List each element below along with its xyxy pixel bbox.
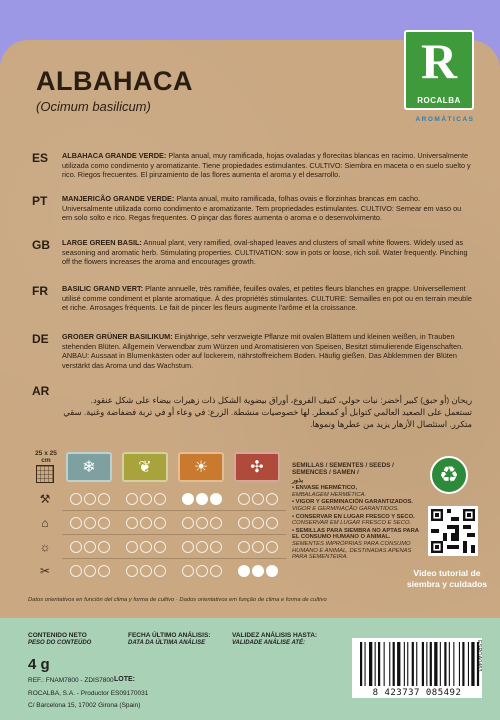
lang-code: AR — [32, 384, 50, 398]
spacing-grid-icon — [36, 465, 54, 483]
lang-code: DE — [32, 332, 49, 346]
product-title: ALBAHACA — [36, 66, 193, 96]
seeds-legend — [292, 462, 422, 561]
net-weight: 4 g — [28, 656, 50, 673]
spring-season-header — [122, 452, 168, 482]
month-dot — [140, 517, 152, 529]
month-dot — [126, 541, 138, 553]
lang-text: MANJERICÃO GRANDE VERDE: Planta anual, muito ramificada, folhas ovais e florzinhas brancas em cacho. Universalmente utilizada como condimento e aromatizante. Tem propriedades estimulantes. CULTIVO: Semear em vaso ou em solo solto e rico. Regas frequentes. O pinçar das flores aumenta o aroma e o desenvolvimento. — [62, 194, 462, 223]
barcode-bar — [468, 642, 469, 686]
row-divider — [62, 534, 286, 535]
latin-name: (Ocimum basilicum) — [36, 99, 151, 114]
barcode-bar — [404, 642, 405, 686]
content-label: CONTENIDO NETO PESO DO CONTEÚDO — [28, 632, 92, 646]
month-dot — [266, 517, 278, 529]
month-dot — [238, 541, 250, 553]
row-divider — [62, 558, 286, 559]
month-dot — [126, 565, 138, 577]
barcode-bar — [389, 642, 390, 686]
month-dot — [140, 493, 152, 505]
month-dot — [154, 493, 166, 505]
sun-icon: ☀ — [193, 459, 209, 476]
lang-text-arabic: ريحان (أو حبق) كبير أخضر: نبات حولي، كثيف الفروع، أوراق بيضوية الشكل ذات زهيرات بيضاء على شكل عنقود. تستعمل على الصعيد العالمي كتوابل أو كمعطر. لها خصوصيات منشطة. الزرع: في وعاء أو في تربة فضفاضة وغنية. سقي متكرر. استئصال الأزهار يزيد من عطرها ونموها. — [63, 395, 472, 429]
spacing-label: 25 x 25 cm — [35, 450, 57, 464]
rocalba-logo — [404, 30, 474, 110]
month-dot — [126, 493, 138, 505]
lang-code: ES — [32, 151, 49, 165]
month-dot — [210, 493, 222, 505]
lang-code: PT — [32, 194, 48, 208]
month-dot — [196, 565, 208, 577]
month-dot — [252, 541, 264, 553]
month-dot — [182, 541, 194, 553]
reference-code: REF.: FNAM7800 - ZDIS7800 — [28, 677, 114, 684]
legend-item: • CONSERVAR EN LUGAR FRESCO Y SECO. CONSERVAR EM LUGAR FRESCO E SECO. — [292, 513, 415, 527]
barcode-bar — [412, 642, 414, 686]
lot-label: LOTE: — [114, 676, 135, 683]
legend-head-arabic: بذور — [292, 476, 304, 484]
barcode-bar — [393, 642, 395, 686]
logo-letter: R — [420, 33, 458, 89]
legend-head: SEMILLAS / SEMENTES / SEEDS / SEMENCES / SAMEN / — [292, 462, 394, 477]
logo-word: ROCALBA — [417, 96, 461, 105]
logo-subtitle: AROMÁTICAS — [415, 116, 475, 123]
month-dot — [266, 541, 278, 553]
cultivation-calendar — [30, 450, 288, 590]
video-tutorial-label: Video tutorial de siembra y cuidados — [406, 568, 488, 589]
month-dot — [238, 565, 250, 577]
month-dot — [84, 541, 96, 553]
month-dot — [238, 517, 250, 529]
snowflake-icon: ❄ — [82, 459, 96, 476]
barcode-bar — [375, 642, 376, 686]
barcode-bar — [459, 642, 460, 686]
barcode-bar — [365, 642, 366, 686]
side-code: ESROA0463 — [476, 640, 482, 672]
barcode-bar — [430, 642, 432, 686]
month-dot — [84, 493, 96, 505]
barcode-bar — [449, 642, 450, 686]
barcode-bar — [422, 642, 424, 686]
transplant-icon: ☼ — [39, 540, 51, 554]
barcode-bar — [384, 642, 385, 686]
lang-code: FR — [32, 284, 48, 298]
month-dot — [182, 517, 194, 529]
month-dot — [252, 517, 264, 529]
month-dot — [126, 517, 138, 529]
legend-item: • ENVASE HERMÉTICO, EMBALAGEM HERMÉTICA. — [292, 485, 367, 498]
month-dot — [154, 541, 166, 553]
barcode-bar — [369, 642, 372, 686]
month-dot — [98, 517, 110, 529]
barcode-bar — [378, 642, 380, 686]
month-dot — [210, 565, 222, 577]
barcode-bar — [416, 642, 417, 686]
month-dot — [140, 541, 152, 553]
barcode-bar — [426, 642, 427, 686]
barcode-bar — [360, 642, 362, 686]
month-dot — [84, 565, 96, 577]
lang-text: ALBAHACA GRANDE VERDE: Planta anual, muy ramificada, hojas ovaladas y florecitas blancas en racimo. Universalmente utilizada como condimento y aromatizante. Tiene propiedades estimulantes. CULTIVO: Siembra en maceta o en suelo suelto y rico. Riegos frecuentes. El pinzamiento de las flores aumenta el aroma y el desarrollo. — [62, 151, 471, 180]
producer-address: C/ Barcelona 15, 17002 Girona (Spain) — [28, 702, 141, 709]
seedbed-icon: ⌂ — [41, 516, 49, 530]
analysis-date-label: FECHA ÚLTIMO ANÁLISIS: DATA DA ÚLTIMA ANÁLISE — [128, 632, 211, 646]
month-dot — [252, 565, 264, 577]
legend-item: • VIGOR Y GERMINACIÓN GARANTIZADOS. VIGOR E GERMINAÇÃO GARANTIDOS. — [292, 499, 413, 512]
month-dot — [70, 517, 82, 529]
month-dot — [196, 541, 208, 553]
barcode-bar — [471, 642, 474, 686]
month-dot — [238, 493, 250, 505]
lang-text: LARGE GREEN BASIL: Annual plant, very ramified, oval-shaped leaves and clusters of small white flowers. Widely used as seasoning and aromatic herb. Stimulating properties. CULTIVATION: sow in pots or loose, rich soil. Water frequently. Pinching off the flowers increases the aroma and encourages growth. — [62, 238, 468, 267]
barcode-bar — [453, 642, 454, 686]
month-dot — [210, 517, 222, 529]
row-divider — [62, 510, 286, 511]
month-dot — [140, 565, 152, 577]
maple-leaf-icon: ✣ — [250, 459, 264, 476]
lang-text: BASILIC GRAND VERT: Plante annuelle, très ramifiée, feuilles ovales, et petites fleurs blanches en grappe. Universellement utilisé comme condiment et plante aromatique. À des propriétés stimulantes. CULTURE: Semailles en pot ou en terrain meuble et riche. Arrosages fréquents. Le fait de pincer les fleurs augmente l'arôme et la croissance. — [62, 284, 472, 313]
leaf-icon: ❦ — [138, 459, 152, 476]
lang-text: GROẞER GRÜNER BASILIKUM: Einjährige, sehr verzweigte Pflanze mit ovalen Blättern und kleinen weißen, in Trauben stehenden Blüten. Allgemein Verwendbar zum Würzen und Aromatisieren von Speisen, Besitzt stimulierende Eigenschaften. ANBAU: Aussaat in Blumenkästen oder auf lockerem, nährstoffreichem Boden. Häufig gießen. Das Abklemmen der Blüten verstärkt das Aroma und das Wachstum. — [62, 332, 464, 370]
orientative-note: Datos orientativos en función del clima y forma de cultivo · Dados orientativos em função de clima e forma de cultivo — [28, 597, 327, 603]
barcode-bar — [397, 642, 400, 686]
month-dot — [98, 493, 110, 505]
month-dot — [154, 565, 166, 577]
month-dot — [210, 541, 222, 553]
barcode-bars — [352, 638, 482, 688]
month-dot — [84, 517, 96, 529]
month-dot — [98, 565, 110, 577]
month-dot — [182, 565, 194, 577]
sowing-icon: ⚒ — [39, 492, 51, 506]
month-dot — [98, 541, 110, 553]
month-dot — [266, 565, 278, 577]
month-dot — [70, 541, 82, 553]
month-dot — [154, 517, 166, 529]
month-dot — [70, 493, 82, 505]
barcode-bar — [444, 642, 446, 686]
lang-code: GB — [32, 238, 50, 252]
barcode-bar — [434, 642, 437, 686]
month-dot — [182, 493, 194, 505]
analysis-validity-label: VALIDEZ ANÁLISIS HASTA: VALIDADE ANÁLISE ATÉ: — [232, 632, 318, 646]
summer-season-header — [178, 452, 224, 482]
qr-code-icon[interactable] — [428, 506, 478, 556]
barcode-bar — [462, 642, 464, 686]
barcode-bar — [440, 642, 441, 686]
autumn-season-header — [234, 452, 280, 482]
month-dot — [252, 493, 264, 505]
qr-pattern — [431, 509, 475, 553]
barcode-number: 8 423737 085492 — [352, 688, 482, 698]
harvest-icon: ✂ — [39, 564, 51, 578]
green-dot-recycle-icon: ♻ — [430, 456, 468, 494]
month-dot — [196, 517, 208, 529]
legend-item: • SEMILLAS PARA SIEMBRA NO APTAS PARA EL CONSUMO HUMANO O ANIMAL. SEMENTES IMPRÓPRIAS PARA CONSUMO HUMANO E ANIMAL, DESTINADAS APENAS PARA SEMENTEIRA. — [292, 527, 419, 561]
month-dot — [266, 493, 278, 505]
winter-season-header — [66, 452, 112, 482]
month-dot — [196, 493, 208, 505]
barcode-bar — [407, 642, 408, 686]
producer-info: ROCALBA, S.A. - Productor ES09170031 — [28, 690, 149, 697]
month-dot — [70, 565, 82, 577]
